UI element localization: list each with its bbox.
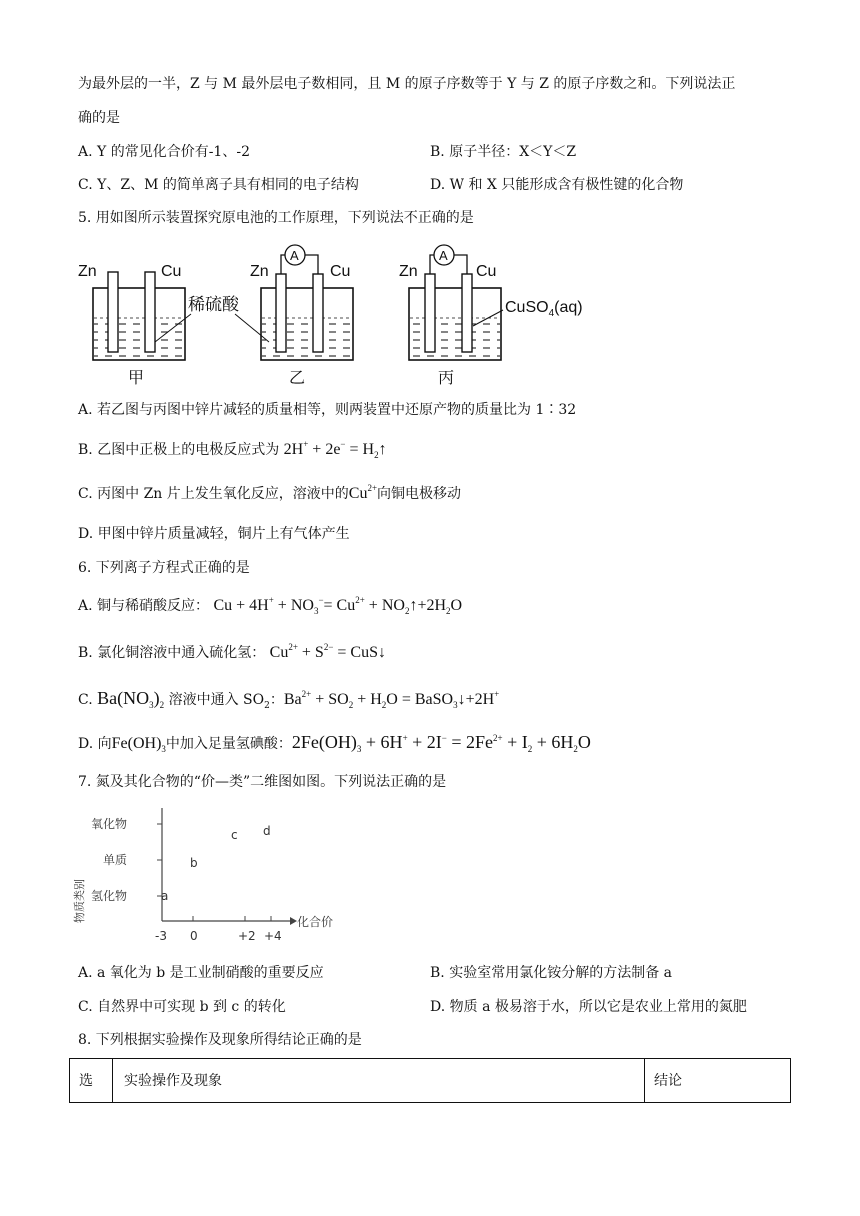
y-tick: 氧化物 (91, 817, 128, 831)
x-tick: -3 (155, 929, 167, 943)
acid-label: 稀硫酸 (188, 295, 239, 315)
cell-yi (250, 245, 353, 387)
zn-label: Zn (250, 263, 269, 280)
table-header-conclusion: 结论 (654, 1073, 682, 1089)
x-tick: 0 (190, 929, 198, 943)
q5-stem: 5. 用如图所示装置探究原电池的工作原理，下列说法不正确的是 (78, 210, 474, 226)
q4-option-c: C. Y、Z、M 的简单离子具有相同的电子结构 (78, 177, 359, 193)
x-tick: +2 (238, 929, 256, 943)
q5-option-b: B. 乙图中正极上的电极反应式为 $2H^+ + 2e^- = H_2↑$ (78, 439, 387, 460)
y-tick: 氢化物 (91, 889, 128, 903)
q8-stem: 8. 下列根据实验操作及现象所得结论正确的是 (78, 1032, 362, 1048)
q4-option-a: A. Y 的常见化合价有-1、-2 (78, 144, 250, 160)
cu-label: Cu (330, 263, 351, 280)
ammeter-label: A (290, 248, 299, 263)
q6-option-a: A. 铜与稀硝酸反应： $Cu + 4H^+ + NO_3^-= Cu^{2+}$ + $NO_2↑+2H_2O$ (78, 595, 463, 616)
label-jia: 甲 (128, 368, 145, 387)
y-axis-title: 物质类别 (73, 879, 86, 923)
point-d: d (263, 824, 271, 838)
point-c: c (231, 828, 238, 842)
x-axis-title: 化合价 (297, 915, 334, 929)
ammeter-label: A (439, 248, 448, 263)
label-bing: 丙 (438, 368, 455, 387)
zn-label: Zn (78, 263, 97, 280)
intro-line-2: 确的是 (78, 110, 120, 126)
zn-label: Zn (399, 263, 418, 280)
q7-option-c: C. 自然界中可实现 b 到 c 的转化 (78, 999, 286, 1015)
q6-option-d: D. 向$Fe(OH)_3$中加入足量氢碘酸：$2Fe(OH)_3 + 6H^+ + 2I^- = 2Fe^{2+} + I_2 + 6H_2O$ (78, 732, 591, 754)
label-yi: 乙 (289, 368, 306, 387)
q4-option-b: B. 原子半径：X＜Y＜Z (430, 144, 577, 160)
q6-option-b: B. 氯化铜溶液中通入硫化氢： $Cu^{2+} + S^{2-}$ = CuS↓ (78, 642, 386, 661)
cu-label: Cu (161, 263, 182, 280)
q7-option-a: A. a 氧化为 b 是工业制硝酸的重要反应 (78, 965, 324, 981)
q5-option-c: C. 丙图中 Zn 片上发生氧化反应，溶液中的$Cu^{2+}$向铜电极移动 (78, 483, 462, 502)
cell-jia (78, 263, 185, 387)
cell-bing (399, 245, 583, 387)
q6-option-c: C. $Ba(NO_3)_2$ 溶液中通入 $SO_2$：$Ba^{2+} + SO_2 + H_2O$ = BaSO$_3$↓+2H+ (78, 688, 500, 711)
q4-option-d: D. W 和 X 只能形成含有极性键的化合物 (430, 177, 684, 193)
q7-option-d: D. 物质 a 极易溶于水，所以它是农业上常用的氮肥 (430, 999, 747, 1015)
table-header-option: 选 (79, 1073, 93, 1089)
q5-option-d: D. 甲图中锌片质量减轻，铜片上有气体产生 (78, 526, 350, 542)
table-header-operation: 实验操作及现象 (124, 1073, 222, 1089)
q5-option-a: A. 若乙图与丙图中锌片减轻的质量相等，则两装置中还原产物的质量比为 1∶32 (78, 402, 577, 418)
q8-table (69, 1058, 791, 1103)
point-a: a (161, 889, 169, 903)
galvanic-cell-figure (75, 240, 605, 395)
point-b: b (190, 856, 198, 870)
valence-class-chart (75, 808, 355, 948)
cuso4-label: CuSO$_4$(aq) (505, 299, 583, 319)
q6-stem: 6. 下列离子方程式正确的是 (78, 560, 250, 576)
q7-stem: 7. 氮及其化合物的“价—类”二维图如图。下列说法正确的是 (78, 774, 447, 790)
q7-option-b: B. 实验室常用氯化铵分解的方法制备 a (430, 965, 672, 981)
intro-line-1: 为最外层的一半，Z 与 M 最外层电子数相同，且 M 的原子序数等于 Y 与 Z 的原子序数之和。下列说法正 (78, 76, 736, 92)
x-tick: +4 (264, 929, 282, 943)
cu-label: Cu (476, 263, 497, 280)
y-tick: 单质 (103, 853, 128, 867)
